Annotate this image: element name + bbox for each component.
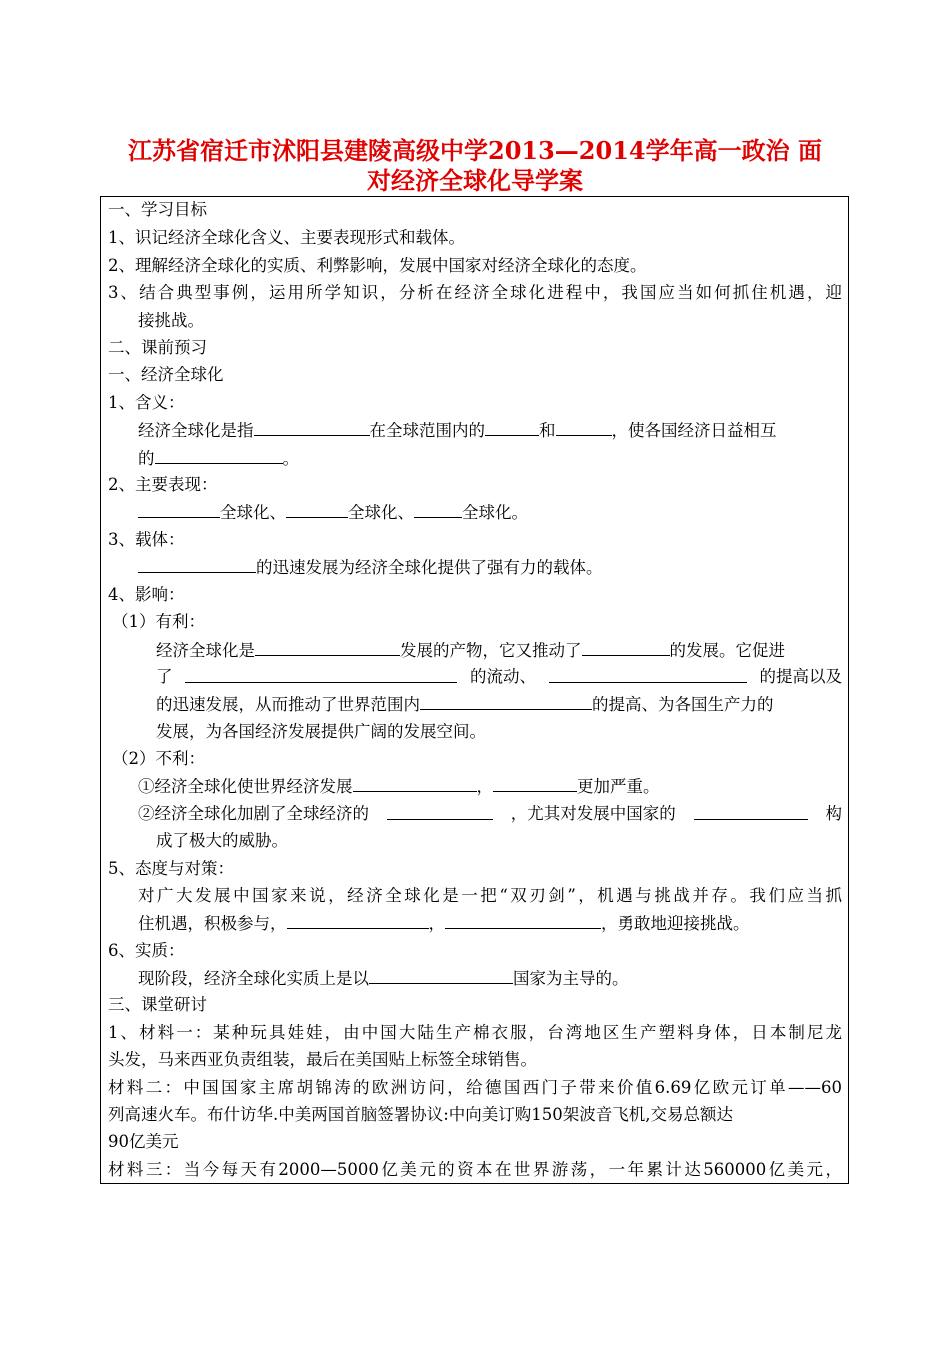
- definition-line-1: 经济全球化是指 在全球范围内的 和 ，使各国经济日益相互: [138, 421, 777, 440]
- blank-field[interactable]: [414, 502, 462, 518]
- attitude-label: 5、态度与对策：: [108, 859, 234, 878]
- blank-field[interactable]: [353, 776, 477, 792]
- blank-field[interactable]: [369, 968, 513, 984]
- blank-field[interactable]: [138, 557, 256, 573]
- section-heading-discussion: 三、课堂研讨: [108, 995, 207, 1014]
- forms-label: 2、主要表现：: [108, 475, 218, 494]
- blank-field[interactable]: [255, 640, 400, 656]
- blank-field[interactable]: [185, 667, 457, 683]
- cons-line-1: ①经济全球化使世界经济发展 ， 更加严重。: [138, 777, 660, 796]
- forms-line: 全球化、 全球化、 全球化。: [138, 502, 528, 523]
- pros-line-4: 发展，为各国经济发展提供广阔的发展空间。: [156, 722, 486, 741]
- title-line-1: 江苏省宿迁市沭阳县建陵高级中学2013—2014学年高一政治 面: [128, 136, 822, 165]
- title-line-2: 对经济全球化导学案: [367, 166, 583, 195]
- pros-label: （1）有利：: [112, 612, 205, 631]
- essence-label: 6、实质：: [108, 941, 185, 960]
- blank-field[interactable]: [694, 804, 808, 820]
- subheading-globalization: 一、经济全球化: [108, 365, 224, 384]
- carrier-line: 的迅速发展为经济全球化提供了强有力的载体。: [138, 557, 603, 578]
- blank-field[interactable]: [556, 420, 612, 436]
- goal-3-line-2: 接挑战。: [138, 311, 204, 330]
- blank-field[interactable]: [493, 776, 577, 792]
- blank-field[interactable]: [445, 913, 601, 929]
- cons-line-2: ②经济全球化加剧了全球经济的 ，尤其对发展中国家的 构: [138, 804, 842, 823]
- document-title: [100, 136, 850, 196]
- blank-field[interactable]: [387, 804, 493, 820]
- attitude-line-1: 对广大发展中国家来说，经济全球化是一把“双刃剑”，机遇与挑战并存。我们应当抓: [138, 886, 842, 905]
- blank-field[interactable]: [549, 667, 747, 683]
- blank-field[interactable]: [138, 502, 220, 518]
- material-2-line-3: 90亿美元: [108, 1132, 179, 1151]
- cons-label: （2）不利：: [112, 749, 205, 768]
- blank-field[interactable]: [420, 694, 592, 710]
- material-1-line-1: 1、材料一：某种玩具娃娃，由中国大陆生产棉衣服，台湾地区生产塑料身体，日本制尼龙: [108, 1023, 842, 1042]
- material-2-line-1: 材料二：中国国家主席胡锦涛的欧洲访问，给德国西门子带来价值6.69亿欧元订单——60: [108, 1078, 842, 1097]
- pros-line-3: 的迅速发展，从而推动了世界范围内 的提高、为各国生产力的: [156, 695, 774, 714]
- cons-line-3: 成了极大的威胁。: [156, 831, 288, 850]
- material-2-line-2: 列高速火车。布什访华.中美两国首脑签署协议:中向美订购150架波音飞机,交易总额达: [108, 1105, 734, 1124]
- definition-label: 1、含义：: [108, 393, 185, 412]
- blank-field[interactable]: [485, 420, 539, 436]
- essence-line: 现阶段，经济全球化实质上是以 国家为主导的。: [138, 969, 629, 988]
- pros-line-1: 经济全球化是 发展的产物，它又推动了 的发展。它促进: [156, 641, 785, 660]
- blank-field[interactable]: [582, 640, 670, 656]
- section-heading-goals: 一、学习目标: [108, 200, 207, 219]
- definition-line-2: 的 。: [138, 449, 299, 468]
- goal-3-line-1: 3、结合典型事例，运用所学知识，分析在经济全球化进程中，我国应当如何抓住机遇，迎: [108, 283, 842, 302]
- section-heading-preview: 二、课前预习: [108, 338, 207, 357]
- impact-label: 4、影响：: [108, 585, 185, 604]
- blank-field[interactable]: [287, 913, 429, 929]
- carrier-label: 3、载体：: [108, 530, 185, 549]
- blank-field[interactable]: [254, 420, 370, 436]
- pros-line-2: 了 的流动、 的提高以及: [156, 667, 842, 686]
- goal-1: 1、识记经济全球化含义、主要表现形式和载体。: [108, 228, 465, 247]
- attitude-line-2: 住机遇，积极参与， ， ，勇敢地迎接挑战。: [138, 914, 750, 933]
- blank-field[interactable]: [155, 448, 283, 464]
- material-3-line-1: 材料三：当今每天有2000—5000亿美元的资本在世界游荡，一年累计达560000亿美元，: [108, 1160, 842, 1179]
- goal-2: 2、理解经济全球化的实质、利弊影响，发展中国家对经济全球化的态度。: [108, 256, 647, 275]
- material-1-line-2: 头发，马来西亚负责组装，最后在美国贴上标签全球销售。: [108, 1050, 537, 1069]
- blank-field[interactable]: [286, 502, 348, 518]
